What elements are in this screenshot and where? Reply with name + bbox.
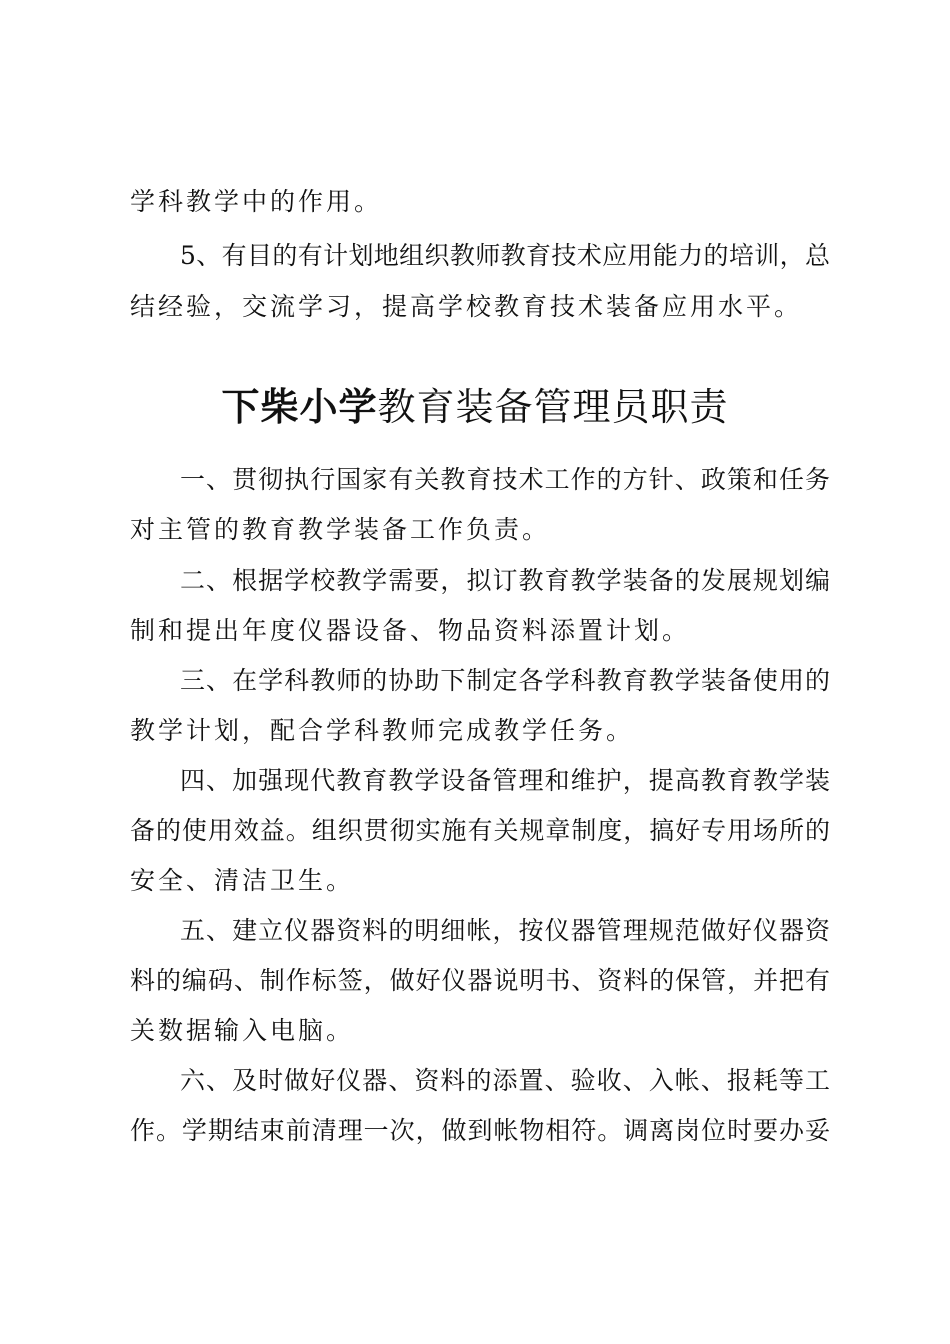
intro-line-3: 结经验，交流学习，提高学校教育技术装备应用水平。 [130,292,803,321]
body-line-6: 教学计划，配合学科教师完成教学任务。 [130,716,635,745]
body-line-12: 关数据输入电脑。 [130,1016,355,1045]
body-line-10: 五、建立仪器资料的明细帐，按仪器管理规范做好仪器资 [180,916,830,945]
title-school-name: 下柴小学 [221,385,378,429]
body-line-13: 六、及时做好仪器、资料的添置、验收、入帐、报耗等工 [180,1066,830,1095]
title-text: 教育装备管理员职责 [377,385,729,429]
body-line-14: 作。学期结束前清理一次，做到帐物相符。调离岗位时要办妥 [130,1116,830,1145]
body-line-11: 料的编码、制作标签，做好仪器说明书、资料的保管，并把有 [130,966,830,995]
intro-line-2: 5、有目的有计划地组织教师教育技术应用能力的培训，总 [180,241,830,270]
document-title [0,383,950,431]
body-line-8: 备的使用效益。组织贯彻实施有关规章制度，搞好专用场所的 [130,816,830,845]
body-line-9: 安全、清洁卫生。 [130,866,355,895]
body-line-3: 二、根据学校教学需要，拟订教育教学装备的发展规划编 [180,566,830,595]
body-line-1: 一、贯彻执行国家有关教育技术工作的方针、政策和任务 [180,465,830,494]
body-line-2: 对主管的教育教学装备工作负责。 [130,515,551,544]
body-line-5: 三、在学科教师的协助下制定各学科教育教学装备使用的 [180,666,830,695]
intro-line-1: 学科教学中的作用。 [130,187,383,216]
body-line-7: 四、加强现代教育教学设备管理和维护，提高教育教学装 [180,766,830,795]
body-line-4: 制和提出年度仪器设备、物品资料添置计划。 [130,616,691,645]
